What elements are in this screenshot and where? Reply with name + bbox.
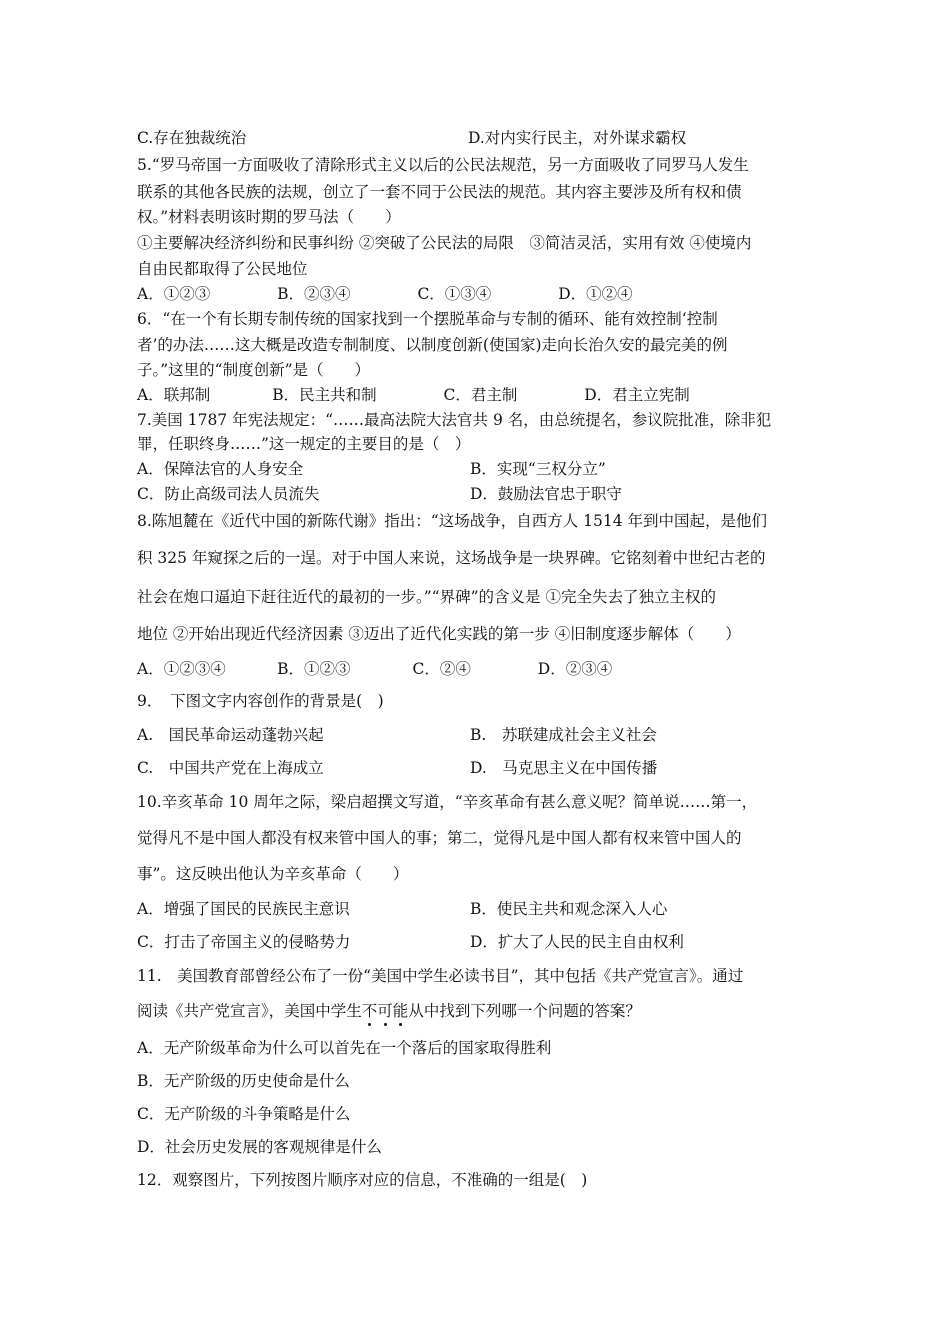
q5-options: A．①②③ B．②③④ C．①③④ D．①②④ <box>137 285 633 303</box>
q10-option-a: A．增强了国民的民族民主意识 <box>137 900 350 918</box>
q11-option-c: C．无产阶级的斗争策略是什么 <box>137 1105 351 1123</box>
q8-stem-line-4: 地位 ②开始出现近代经济因素 ③迈出了近代化实践的第一步 ④旧制度逐步解体（ ） <box>137 625 741 643</box>
q9-option-b: B. 苏联建成社会主义社会 <box>470 726 657 744</box>
q5-stem-line-1: 5.“罗马帝国一方面吸收了清除形式主义以后的公民法规范，另一方面吸收了同罗马人发生 <box>137 156 749 174</box>
q7-option-a: A．保障法官的人身安全 <box>137 460 304 478</box>
q7-stem-line-1: 7.美国 1787 年宪法规定：“……最高法院大法官共 9 名，由总统提名，参议院批准，除非犯 <box>137 411 772 429</box>
q12-stem: 12．观察图片，下列按图片顺序对应的信息，不准确的一组是( ) <box>137 1171 588 1189</box>
q11-stem-pre: 阅读《共产党宣言》，美国中学生 <box>137 1002 362 1020</box>
q10-stem-line-1: 10.辛亥革命 10 周年之际，梁启超撰文写道，“辛亥革命有甚么意义呢？简单说……第一， <box>137 793 758 811</box>
q5-stem-line-3: 权。”材料表明该时期的罗马法（ ） <box>137 208 401 226</box>
q8-stem-line-2: 积 325 年窥探之后的一逞。对于中国人来说，这场战争是一块界碑。它铭刻着中世纪古老的 <box>137 549 766 567</box>
q5-stem-line-2: 联系的其他各民族的法规，创立了一套不同于公民法的规范。其内容主要涉及所有权和债 <box>137 183 742 201</box>
emphasis-char: 不 <box>361 1002 378 1020</box>
q6-stem-line-1: 6．“在一个有长期专制传统的国家找到一个摆脱革命与专制的循环、能有效控制‘控制 <box>137 310 718 328</box>
q11-option-d: D．社会历史发展的客观规律是什么 <box>137 1138 382 1156</box>
q9-option-c: C. 中国共产党在上海成立 <box>137 759 324 777</box>
q8-options: A．①②③④ B．①②③ C．②④ D．②③④ <box>137 660 613 678</box>
q10-option-b: B．使民主共和观念深入人心 <box>470 900 668 918</box>
q7-option-b: B．实现“三权分立” <box>470 460 606 478</box>
q7-option-c: C．防止高级司法人员流失 <box>137 485 320 503</box>
q8-stem-line-1: 8.陈旭麓在《近代中国的新陈代谢》指出：“这场战争，自西方人 1514 年到中国起，是他们 <box>137 512 768 530</box>
q4-option-d: D.对内实行民主，对外谋求霸权 <box>468 129 687 147</box>
q6-stem-line-3: 子。”这里的“制度创新”是（ ） <box>137 361 371 379</box>
q10-stem-line-3: 事”。这反映出他认为辛亥革命（ ） <box>137 865 409 883</box>
q10-stem-line-2: 觉得凡不是中国人都没有权来管中国人的事；第二，觉得凡是中国人都有权来管中国人的 <box>137 829 742 847</box>
q6-options: A．联邦制 B．民主共和制 C．君主制 D．君主立宪制 <box>137 386 690 404</box>
q11-stem-line-1: 11. 美国教育部曾经公布了一份“美国中学生必读书目”，其中包括《共产党宣言》。通过 <box>137 967 744 985</box>
q5-statements-line-2: 自由民都取得了公民地位 <box>137 260 308 278</box>
q9-option-a: A. 国民革命运动蓬勃兴起 <box>137 726 324 744</box>
emphasis-char: 可 <box>377 1002 393 1020</box>
q9-stem: 9． 下图文字内容创作的背景是( ) <box>137 692 384 710</box>
q10-option-d: D．扩大了人民的民主自由权利 <box>470 933 684 951</box>
q7-option-d: D．鼓励法官忠于职守 <box>470 485 622 503</box>
q7-stem-line-2: 罪，任职终身……”这一规定的主要目的是（ ） <box>137 435 471 453</box>
q6-stem-line-2: 者’的办法……这大概是改造专制制度、以制度创新(使国家)走向长治久安的最完美的例 <box>137 336 728 354</box>
q11-option-a: A．无产阶级革命为什么可以首先在一个落后的国家取得胜利 <box>137 1039 552 1057</box>
q11-stem-line-2 <box>137 1001 641 1021</box>
q4-option-c: C.存在独裁统治 <box>137 129 247 147</box>
q8-stem-line-3: 社会在炮口逼迫下赶往近代的最初的一步。”“界碑”的含义是 ①完全失去了独立主权的 <box>137 588 716 606</box>
q11-stem-post: 从中找到下列哪一个问题的答案？ <box>408 1002 641 1020</box>
q11-option-b: B．无产阶级的历史使命是什么 <box>137 1072 350 1090</box>
q10-option-c: C．打击了帝国主义的侵略势力 <box>137 933 351 951</box>
q9-option-d: D. 马克思主义在中国传播 <box>470 759 658 777</box>
emphasis-char: 能 <box>392 1002 409 1020</box>
q5-statements-line-1: ①主要解决经济纠纷和民事纠纷 ②突破了公民法的局限 ③简洁灵活，实用有效 ④使境内 <box>137 234 752 252</box>
